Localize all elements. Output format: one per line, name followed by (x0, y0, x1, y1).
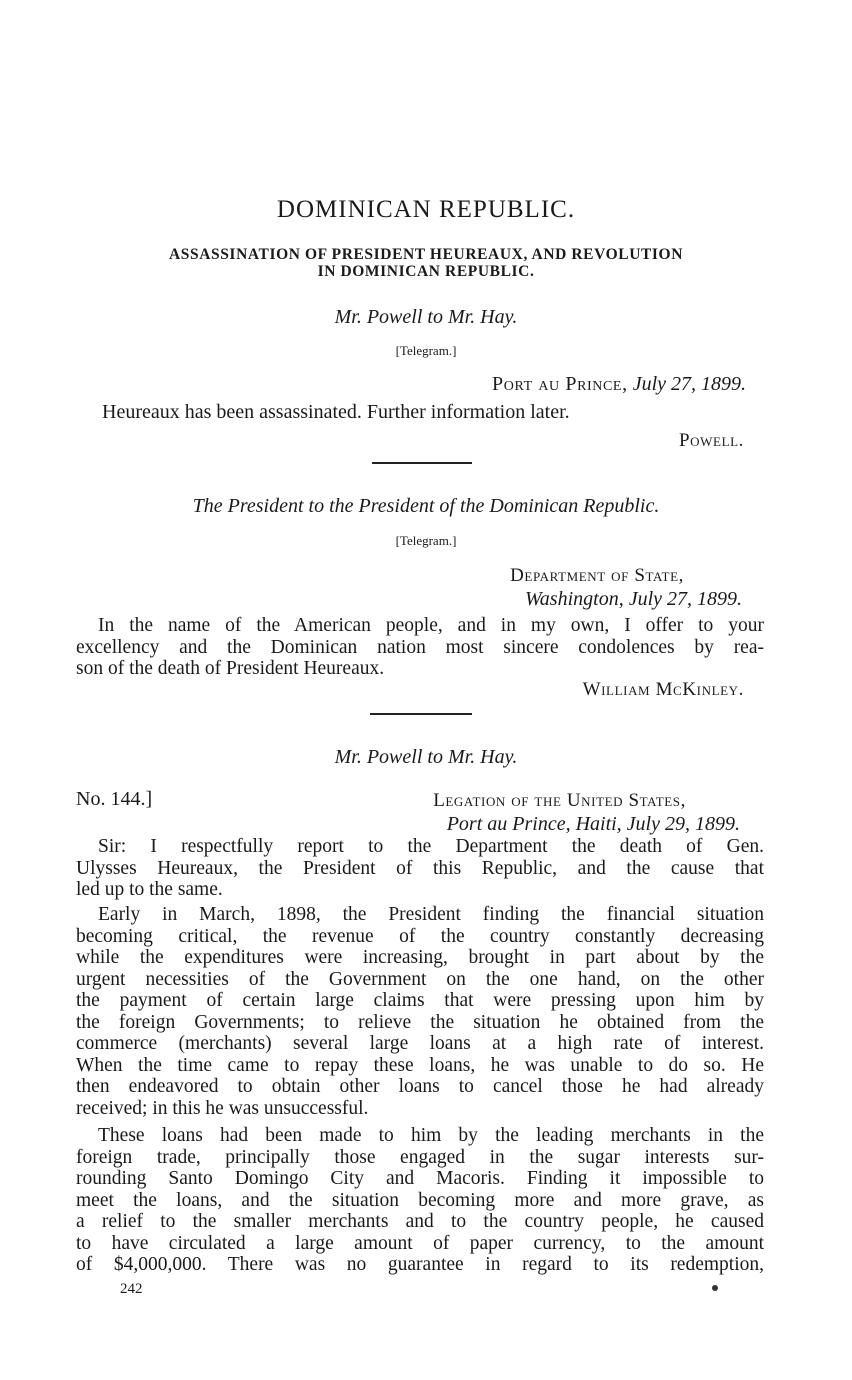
paragraph-line: becoming critical, the revenue of the country constantly decreasing (76, 925, 764, 947)
letter-2-type: [Telegram.] (395, 533, 457, 548)
letter-1-date: July 27, 1899. (632, 373, 746, 395)
letter-2-heading: The President to the President of the Dominican Republic. (192, 495, 660, 517)
section-subtitle-line-1: ASSASSINATION OF PRESIDENT HEUREAUX, AND REVOLUTION (168, 246, 684, 263)
letter-1-signature: Powell. (679, 430, 744, 451)
paragraph-line: urgent necessities of the Government on the one hand, on the other (76, 968, 764, 990)
letter-2-body-line: son of the death of President Heureaux. (76, 658, 385, 679)
paragraph-line: received; in this he was unsuccessful. (76, 1097, 369, 1119)
paragraph-line: rounding Santo Domingo City and Macoris. Finding it impossible to (76, 1168, 764, 1189)
page-title: DOMINICAN REPUBLIC. (276, 196, 576, 223)
letter-3-date: Port au Prince, Haiti, July 29, 1899. (446, 813, 740, 835)
letter-1-heading: Mr. Powell to Mr. Hay. (334, 306, 518, 328)
paragraph-line: Early in March, 1898, the President finding the financial situation (98, 904, 764, 925)
letter-1-place: Port au Prince, (492, 373, 628, 395)
paragraph-line: to have circulated a large amount of paper currency, to the amount (76, 1232, 764, 1254)
letter-3-paragraph-1 (76, 836, 764, 901)
paragraph-line: commerce (merchants) several large loans at a high rate of interest. (76, 1033, 764, 1054)
letter-3-place: Legation of the United States, (433, 790, 686, 811)
letter-2-body (76, 615, 764, 680)
divider-1 (372, 462, 472, 464)
paragraph-line: the payment of certain large claims that were pressing upon him by (76, 990, 764, 1011)
paragraph-line: foreign trade, principally those engaged in the sugar interests sur- (76, 1146, 764, 1168)
paragraph-line: led up to the same. (76, 879, 223, 900)
letter-2-place: Department of State, (510, 565, 684, 586)
letter-2-body-line: In the name of the American people, and in my own, I offer to your (98, 615, 764, 636)
paragraph-line: while the expenditures were increasing, brought in part about by the (76, 947, 764, 968)
paragraph-line: meet the loans, and the situation becoming more and more grave, as (76, 1189, 764, 1211)
letter-3-paragraph-3 (76, 1125, 764, 1276)
paragraph-line: a relief to the smaller merchants and to the country people, he caused (76, 1211, 764, 1232)
letter-2-body-line: excellency and the Dominican nation most sincere condolences by rea- (76, 636, 764, 658)
paragraph-line: These loans had been made to him by the leading merchants in the (98, 1125, 764, 1146)
paragraph-line: Ulysses Heureaux, the President of this Republic, and the cause that (76, 857, 764, 879)
paragraph-line: Sir: I respectfully report to the Department the death of Gen. (98, 836, 764, 857)
letter-3-number: No. 144.] (76, 788, 153, 810)
section-subtitle-line-2: IN DOMINICAN REPUBLIC. (317, 263, 535, 280)
divider-2 (370, 713, 472, 715)
paragraph-line: of $4,000,000. There was no guarantee in regard to its redemption, (76, 1254, 764, 1275)
paragraph-line: then endeavored to obtain other loans to cancel those he had already (76, 1076, 764, 1097)
letter-3-heading: Mr. Powell to Mr. Hay. (334, 746, 518, 768)
paragraph-line: When the time came to repay these loans, he was unable to do so. He (76, 1054, 764, 1076)
letter-2-date: Washington, July 27, 1899. (524, 588, 742, 610)
letter-1-body: Heureaux has been assassinated. Further information later. (102, 401, 570, 423)
letter-3-paragraph-2 (76, 904, 764, 1119)
page-number: 242 (120, 1281, 143, 1297)
letter-2-signature: William McKinley. (582, 679, 744, 700)
ink-speck (712, 1285, 718, 1291)
paragraph-line: the foreign Governments; to relieve the situation he obtained from the (76, 1011, 764, 1033)
letter-1-type: [Telegram.] (395, 343, 457, 358)
letter-1-dateline (492, 373, 746, 396)
